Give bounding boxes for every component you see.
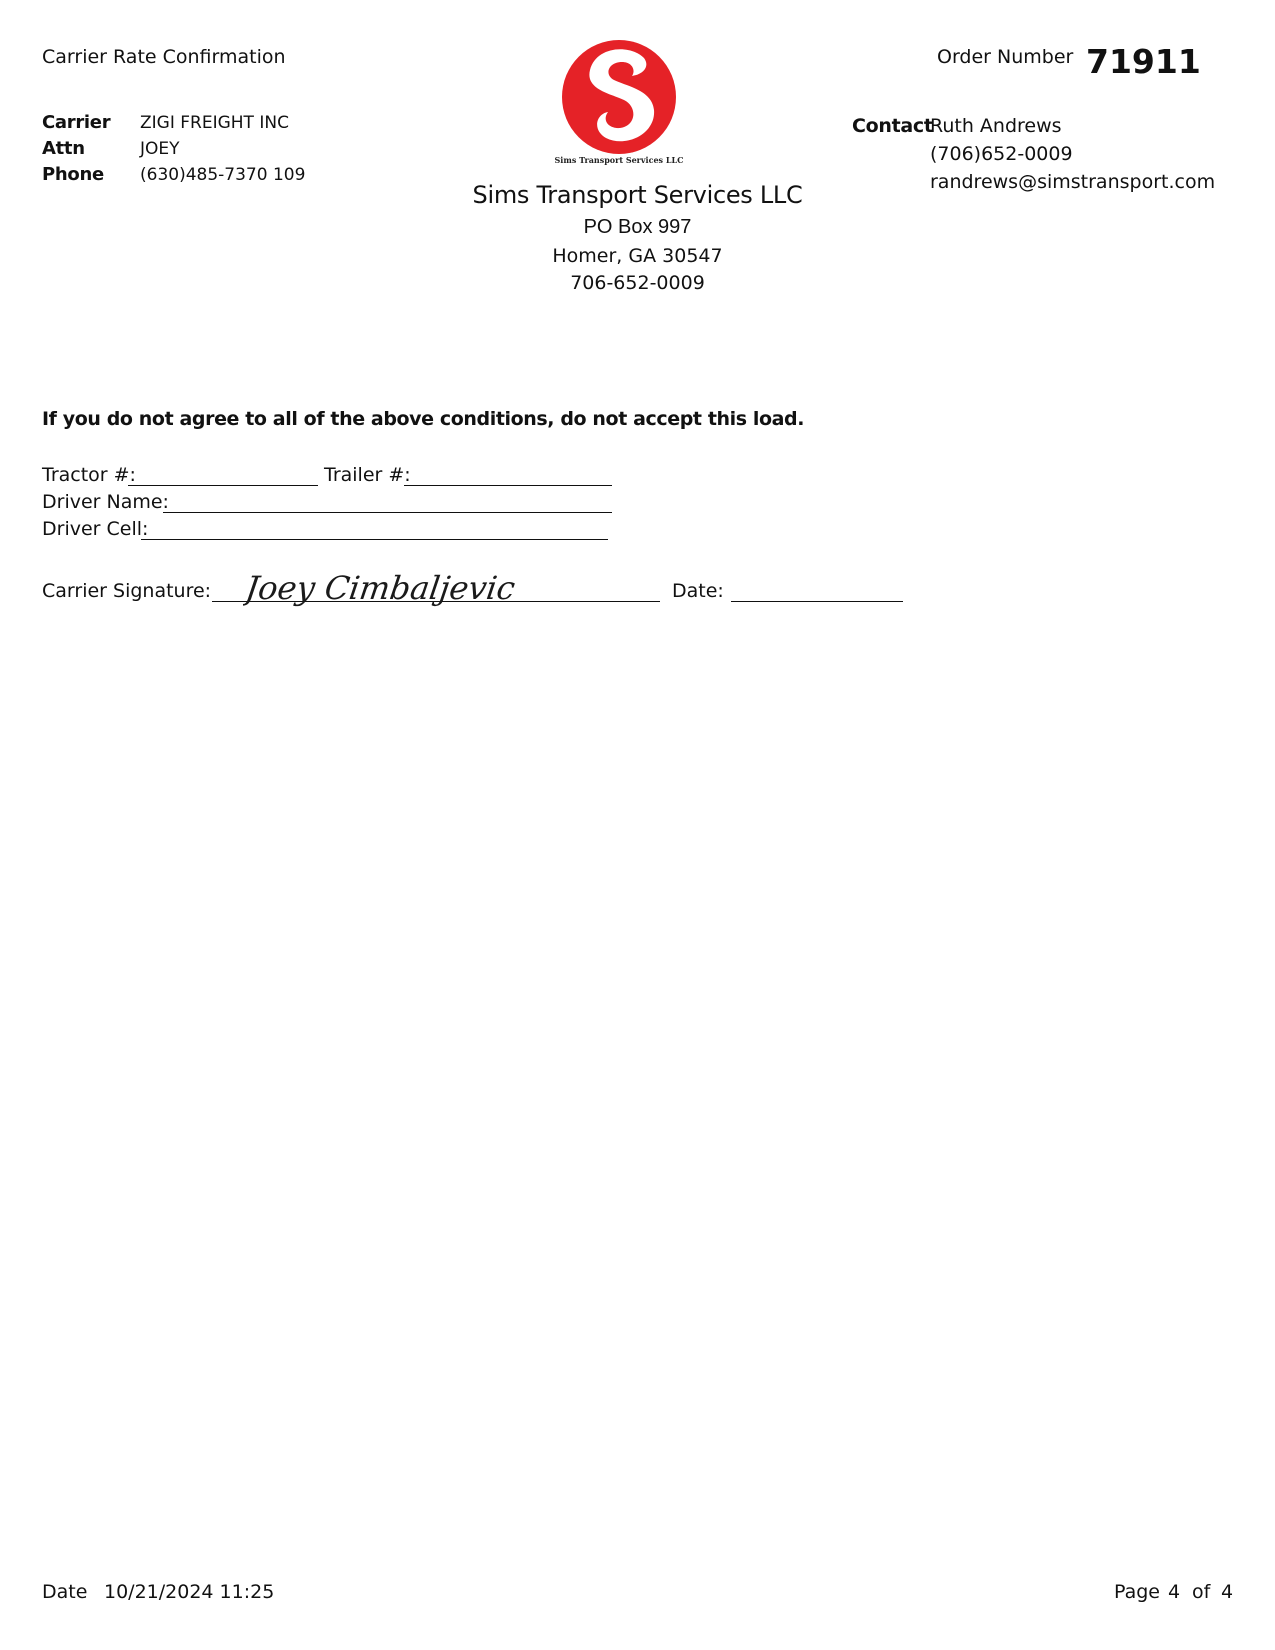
driver-name-input-line[interactable] bbox=[163, 512, 612, 513]
contact-name: Ruth Andrews bbox=[930, 115, 1062, 137]
footer-date-label: Date bbox=[42, 1581, 88, 1603]
footer-page-label: Page bbox=[1114, 1581, 1160, 1603]
tractor-label: Tractor #: bbox=[42, 464, 136, 486]
trailer-input-line[interactable] bbox=[404, 485, 612, 486]
logo-caption: Sims Transport Services LLC bbox=[554, 155, 684, 165]
phone-label: Phone bbox=[42, 164, 104, 185]
footer-date-value: 10/21/2024 11:25 bbox=[104, 1581, 275, 1603]
footer-page-of: of bbox=[1192, 1581, 1211, 1603]
company-phone: 706-652-0009 bbox=[570, 272, 705, 294]
driver-cell-input-line[interactable] bbox=[141, 539, 608, 540]
company-address-line1: PO Box 997 bbox=[583, 216, 692, 238]
phone-value: (630)485-7370 109 bbox=[140, 165, 306, 185]
contact-email: randrews@simstransport.com bbox=[930, 171, 1216, 193]
footer-page-total: 4 bbox=[1221, 1581, 1234, 1603]
carrier-signature-text: Joey Cimbaljevic bbox=[243, 569, 518, 607]
carrier-value: ZIGI FREIGHT INC bbox=[140, 113, 289, 133]
contact-label: Contact bbox=[852, 115, 933, 137]
carrier-label: Carrier bbox=[42, 112, 111, 133]
driver-name-label: Driver Name: bbox=[42, 491, 169, 513]
signature-date-input-line[interactable] bbox=[731, 601, 903, 602]
attn-label: Attn bbox=[42, 138, 85, 159]
carrier-signature-label: Carrier Signature: bbox=[42, 580, 212, 602]
terms-warning: If you do not agree to all of the above conditions, do not accept this load. bbox=[42, 408, 805, 430]
order-number-value: 71911 bbox=[1086, 42, 1201, 81]
tractor-input-line[interactable] bbox=[128, 485, 318, 486]
carrier-signature bbox=[243, 565, 523, 625]
footer-page-current: 4 bbox=[1168, 1581, 1181, 1603]
attn-value: JOEY bbox=[140, 139, 180, 159]
sims-s-logo-icon bbox=[552, 38, 686, 156]
document-title: Carrier Rate Confirmation bbox=[42, 46, 286, 68]
signature-date-label: Date: bbox=[672, 580, 724, 602]
driver-cell-label: Driver Cell: bbox=[42, 518, 149, 540]
company-address-line2: Homer, GA 30547 bbox=[552, 245, 723, 267]
company-name: Sims Transport Services LLC bbox=[472, 181, 803, 209]
trailer-label: Trailer #: bbox=[324, 464, 411, 486]
contact-phone: (706)652-0009 bbox=[930, 143, 1073, 165]
order-number-label: Order Number bbox=[937, 46, 1074, 68]
company-logo bbox=[552, 38, 686, 168]
